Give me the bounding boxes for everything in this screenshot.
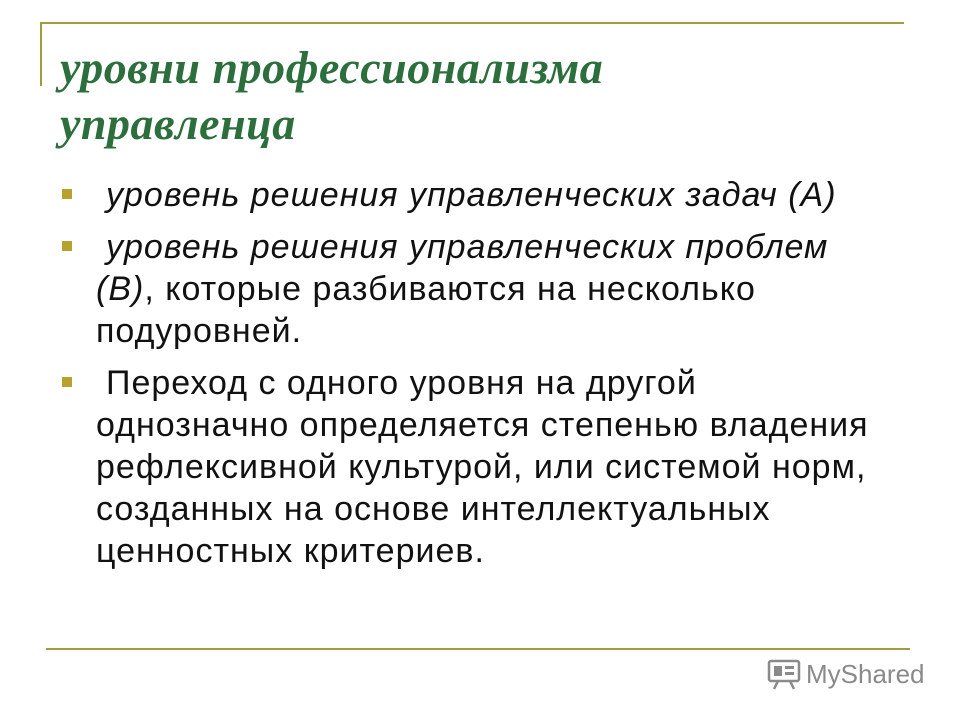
bullet-marker-icon: [62, 377, 72, 387]
slide-title-line-2: управленца: [60, 98, 296, 149]
bullet-text: Переход с одного уровня на другой однозначно определяется степенью владения рефлексивной культурой, или системой норм, созданных на основе интеллектуальных ценностных критериев.: [96, 364, 869, 570]
bullet-item-1: [60, 174, 880, 216]
watermark-text: MyShared: [806, 658, 925, 689]
bullet-marker-icon: [62, 241, 72, 251]
bullet-text-rest: , которые разбиваются на несколько подуровней.: [96, 270, 756, 350]
frame-bottom-line: [46, 648, 910, 650]
frame-left-line: [40, 22, 42, 86]
bullet-list: [60, 174, 880, 582]
bullet-text-italic: уровень решения управленческих проблем (В): [96, 228, 829, 308]
slide-title: [60, 40, 860, 152]
frame-top-line: [40, 22, 904, 24]
presentation-board-icon: [766, 658, 802, 690]
bullet-item-3: [60, 362, 880, 572]
bullet-marker-icon: [62, 189, 72, 199]
bullet-item-2: [60, 226, 880, 352]
slide-title-line-1: уровни профессионализма: [60, 42, 604, 93]
bullet-text: уровень решения управленческих задач (А): [106, 176, 837, 214]
watermark-logo: [766, 657, 925, 691]
